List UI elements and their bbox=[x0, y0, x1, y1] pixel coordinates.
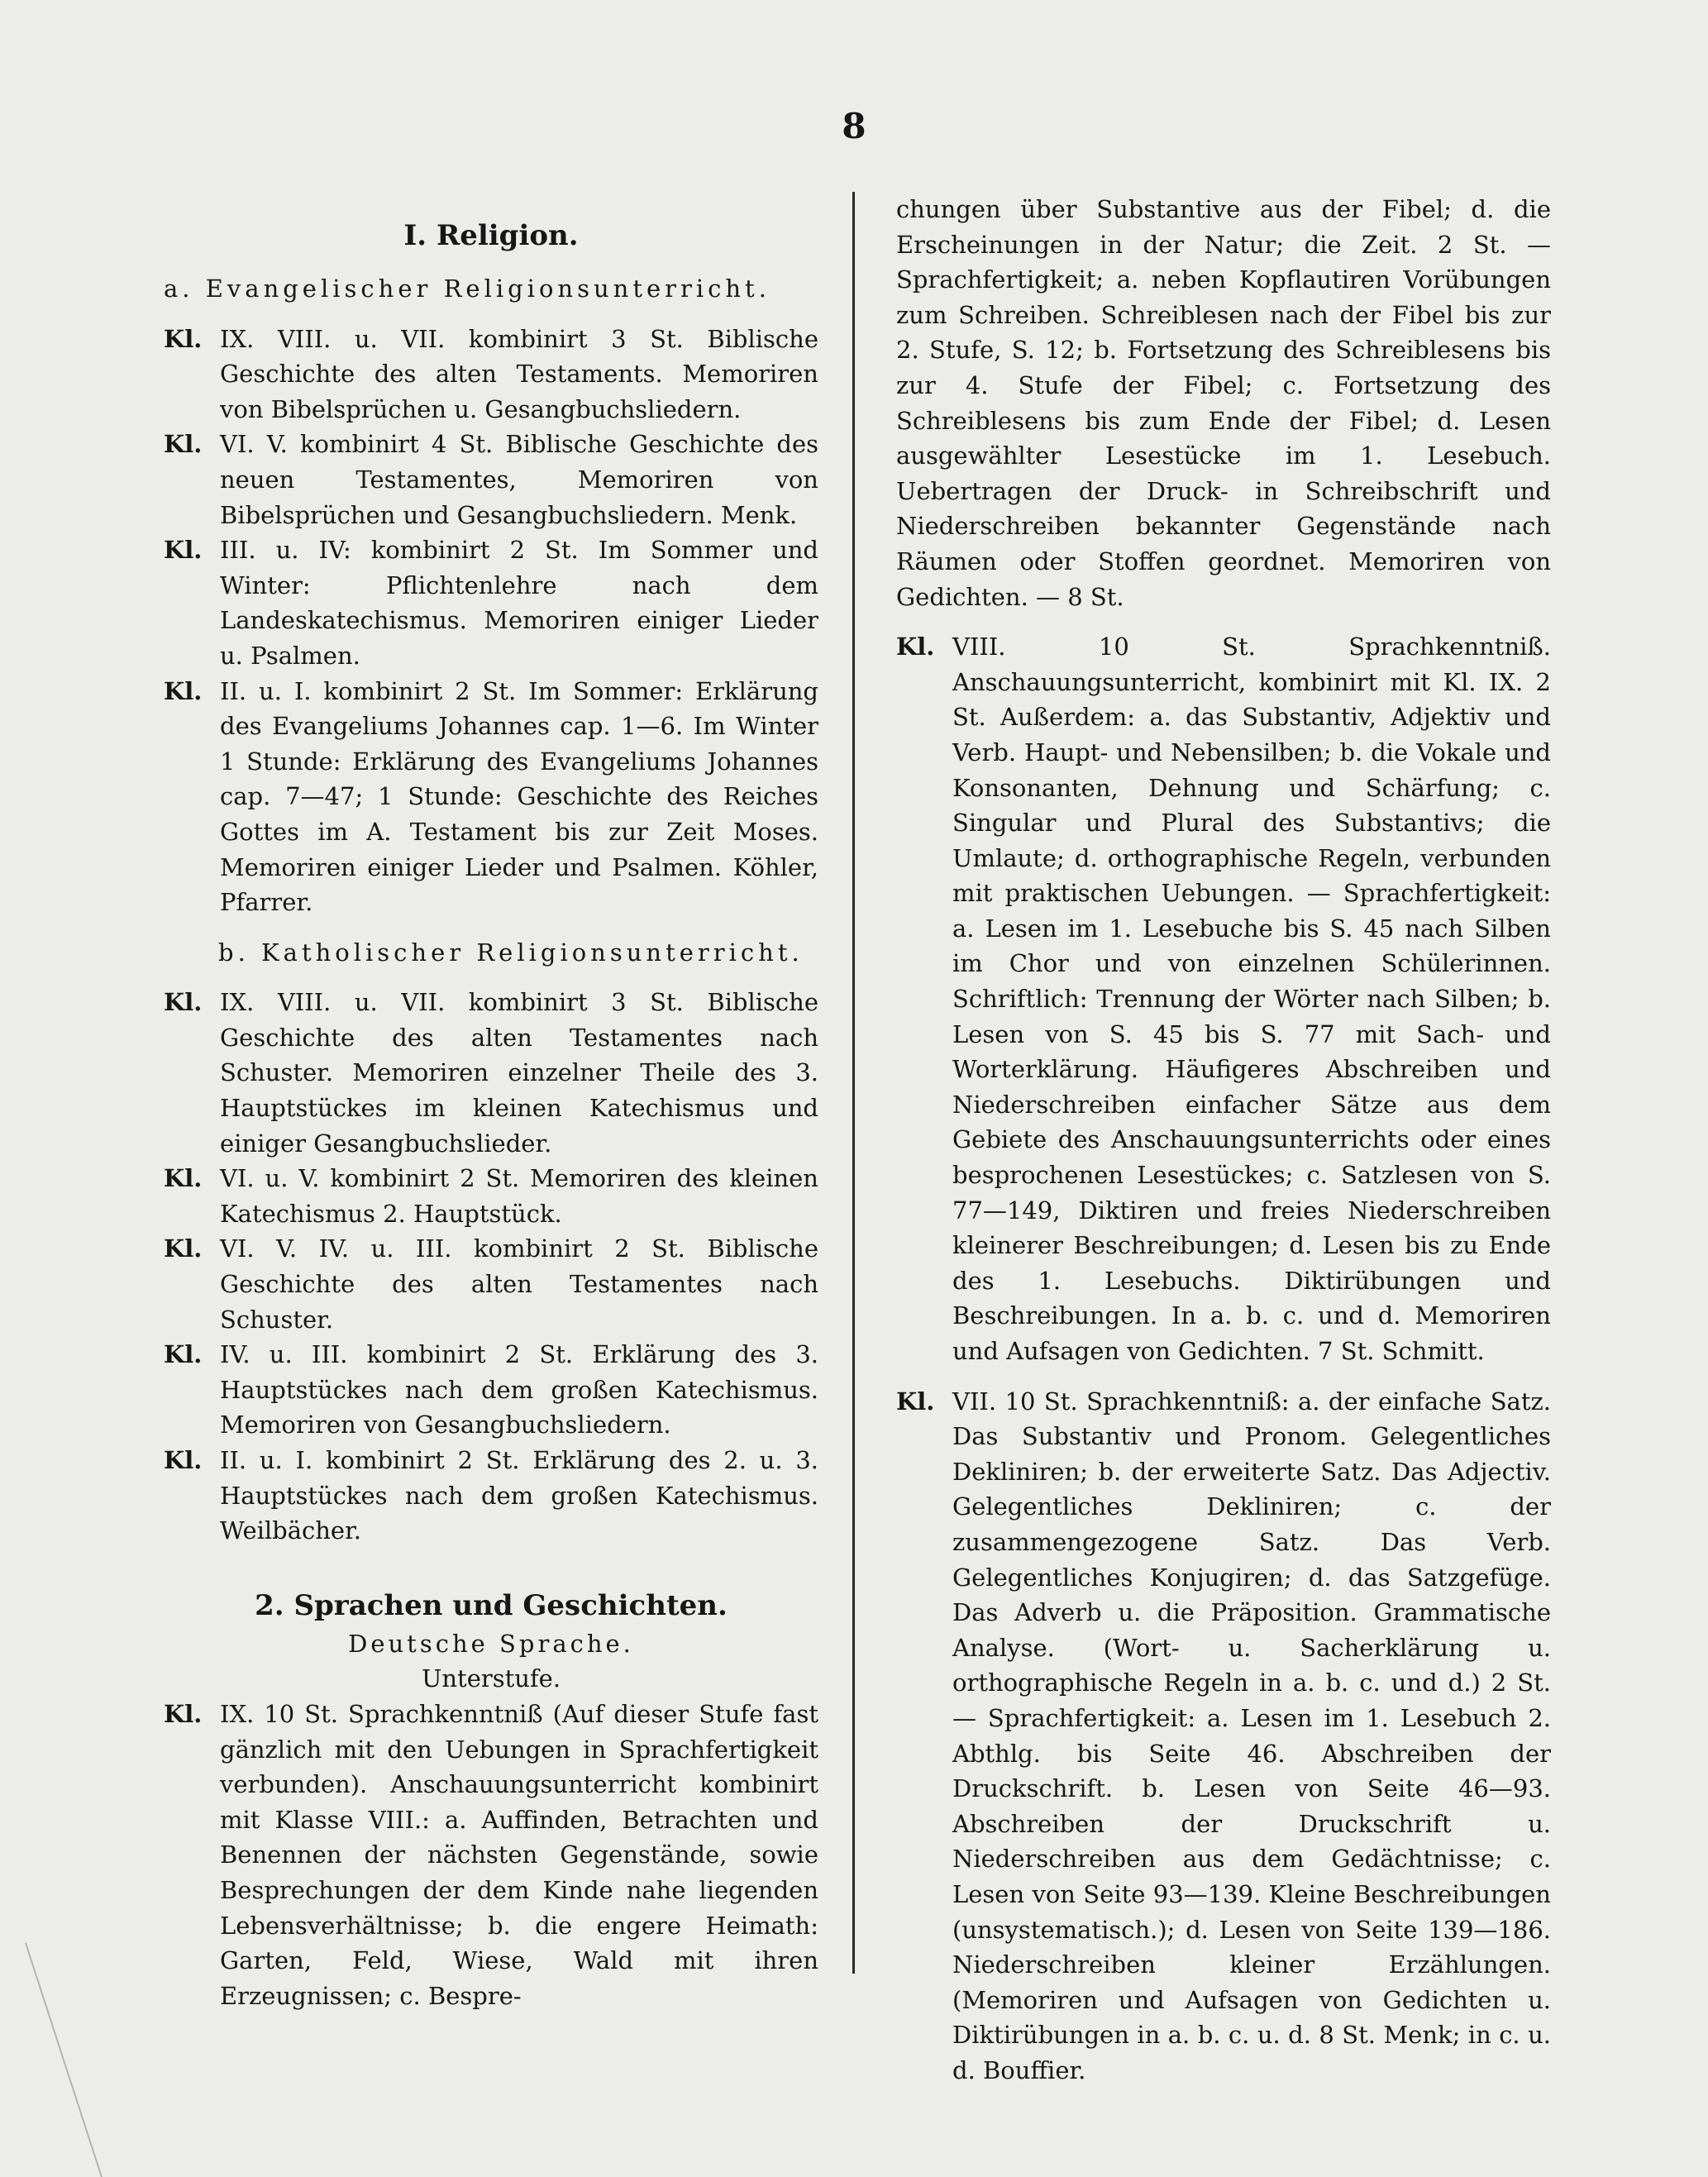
entry-cath-2 bbox=[164, 1161, 818, 1231]
entry-cath-4 bbox=[164, 1337, 818, 1443]
entry-text: III. u. IV: kombinirt 2 St. Im Sommer und Winter: Pflichtenlehre nach dem Landeskatechismus. Memoriren einiger Lieder u. Psalmen. bbox=[220, 536, 818, 670]
entry-text: IV. u. III. kombinirt 2 St. Erklärung des 3. Hauptstückes nach dem großen Katechismus. Memoriren von Gesangbuchsliedern. bbox=[220, 1340, 818, 1439]
klasse-label: Kl. bbox=[164, 676, 203, 705]
continuation-paragraph: chungen über Substantive aus der Fibel; d. die Erscheinungen in der Natur; die Zeit. 2 St. — Sprachfertigkeit; a. neben Kopflautiren Vorübungen zum Schreiben. Schreiblesen nach der Fibel bis zur 2. Stufe, S. 12; b. Fortsetzung des Schreiblesens bis zur 4. Stufe der Fibel; c. Fortsetzung des Schreiblesens bis zum Ende der Fibel; d. Lesen ausgewählter Lesestücke im 1. Lesebuch. Uebertragen der Druck- in Schreibschrift und Niederschreiben bekannter Gegenstände nach Räumen oder Stoffen geordnet. Memoriren von Gedichten. — 8 St. bbox=[896, 195, 1551, 611]
klasse-label: Kl. bbox=[164, 1340, 203, 1369]
entry-text: VI. u. V. kombinirt 2 St. Memoriren des kleinen Katechismus 2. Hauptstück. bbox=[220, 1164, 818, 1228]
section-languages-title: 2. Sprachen und Geschichten. bbox=[255, 1588, 728, 1622]
entry-klasse-ix bbox=[164, 1697, 818, 2013]
evangelical-subtitle: a. Evangelischer Religionsunterricht. bbox=[164, 275, 771, 303]
page-number: 8 bbox=[842, 106, 866, 146]
entry-cath-3 bbox=[164, 1231, 818, 1337]
catholic-subtitle: b. Katholischer Religionsunterricht. bbox=[218, 938, 804, 967]
klasse-label: Kl. bbox=[164, 1234, 203, 1263]
klasse-label: Kl. bbox=[164, 988, 203, 1017]
left-column bbox=[164, 192, 818, 2013]
klasse-label: Kl. bbox=[164, 1164, 203, 1193]
entry-text: VI. V. IV. u. III. kombinirt 2 St. Biblische Geschichte des alten Testamentes nach Schuster. bbox=[220, 1234, 818, 1334]
entry-klasse-viii bbox=[896, 629, 1551, 1368]
lower-level-heading: Unterstufe. bbox=[421, 1664, 561, 1693]
german-language-heading: Deutsche Sprache. bbox=[348, 1629, 634, 1658]
entry-text: IX. VIII. u. VII. kombinirt 3 St. Biblische Geschichte des alten Testaments. Memoriren von Bibelsprüchen u. Gesangbuchsliedern. bbox=[220, 324, 818, 423]
klasse-label: Kl. bbox=[164, 430, 203, 459]
entry-evang-4 bbox=[164, 674, 818, 920]
entry-text: VI. V. kombinirt 4 St. Biblische Geschichte des neuen Testamentes, Memoriren von Bibelsprüchen und Gesangbuchsliedern. Menk. bbox=[220, 430, 818, 529]
entry-text: VIII. 10 St. Sprachkenntniß. Anschauungsunterricht, kombinirt mit Kl. IX. 2 St. Außerdem: a. das Substantiv, Adjektiv und Verb. Haupt- und Nebensilben; b. die Vokale und Konsonanten, Dehnung und Schärfung; c. Singular und Plural des Substantivs; die Umlaute; d. orthographische Regeln, verbunden mit praktischen Uebungen. — Sprachfertigkeit: a. Lesen im 1. Lesebuche bis S. 45 nach Silben im Chor und von einzelnen Schülerinnen. Schriftlich: Trennung der Wörter nach Silben; b. Lesen von S. 45 bis S. 77 mit Sach- und Worterklärung. Häufigeres Abschreiben und Niederschreiben einfacher Sätze aus dem Gebiete des Anschauungsunterrichts oder eines besprochenen Lesestückes; c. Satzlesen von S. 77—149, Diktiren und freies Niederschreiben kleinerer Beschreibungen; d. Lesen bis zu Ende des 1. Lesebuchs. Diktirübungen und Beschreibungen. In a. b. c. und d. Memoriren und Aufsagen von Gedichten. 7 St. Schmitt. bbox=[952, 633, 1551, 1365]
entry-text: II. u. I. kombinirt 2 St. Im Sommer: Erklärung des Evangeliums Johannes cap. 1—6. Im Winter 1 Stunde: Erklärung des Evangeliums Johannes cap. 7—47; 1 Stunde: Geschichte des Reiches Gottes im A. Testament bis zur Zeit Moses. Memoriren einiger Lieder und Psalmen. Köhler, Pfarrer. bbox=[220, 676, 818, 917]
section-religion-title: I. Religion. bbox=[403, 219, 579, 252]
klasse-label: Kl. bbox=[164, 324, 203, 353]
klasse-label: Kl. bbox=[896, 1387, 935, 1416]
right-column bbox=[896, 192, 1551, 2088]
entry-evang-3 bbox=[164, 532, 818, 673]
entry-text: IX. 10 St. Sprachkenntniß (Auf dieser Stufe fast gänzlich mit den Uebungen in Sprachfertigkeit verbunden). Anschauungsunterricht kombinirt mit Klasse VIII.: a. Auffinden, Betrachten und Benennen der nächsten Gegenstände, sowie Besprechungen der dem Kinde nahe liegenden Lebensverhältnisse; b. die engere Heimath: Garten, Feld, Wiese, Wald mit ihren Erzeugnissen; c. Bespre- bbox=[220, 1699, 818, 2010]
klasse-label: Kl. bbox=[164, 536, 203, 565]
page-edge-shadow bbox=[0, 1943, 103, 2177]
entry-text: IX. VIII. u. VII. kombinirt 3 St. Biblische Geschichte des alten Testamentes nach Schuster. Memoriren einzelner Theile des 3. Hauptstückes im kleinen Katechismus und einiger Gesangbuchslieder. bbox=[220, 988, 818, 1158]
entry-text: VII. 10 St. Sprachkenntniß: a. der einfache Satz. Das Substantiv und Pronom. Gelegentliches Dekliniren; b. der erweiterte Satz. Das Adjectiv. Gelegentliches Dekliniren; c. der zusammengezogene Satz. Das Verb. Gelegentliches Konjugiren; d. das Satzgefüge. Das Adverb u. die Präposition. Grammatische Analyse. (Wort- u. Sacherklärung u. orthographische Regeln in a. b. c. und d.) 2 St. — Sprachfertigkeit: a. Lesen im 1. Lesebuch 2. Abthlg. bis Seite 46. Abschreiben der Druckschrift. b. Lesen von Seite 46—93. Abschreiben der Druckschrift u. Niederschreiben aus dem Gedächtnisse; c. Lesen von Seite 93—139. Kleine Beschreibungen (unsystematisch.); d. Lesen von Seite 139—186. Niederschreiben kleiner Erzählungen. (Memoriren und Aufsagen von Gedichten u. Diktirübungen in a. b. c. u. d. 8 St. Menk; in c. u. d. Bouffier. bbox=[952, 1387, 1551, 2084]
entry-cath-1 bbox=[164, 985, 818, 1161]
klasse-label: Kl. bbox=[896, 633, 935, 661]
entry-cath-5 bbox=[164, 1443, 818, 1549]
column-divider bbox=[852, 192, 855, 1974]
klasse-label: Kl. bbox=[164, 1699, 203, 1728]
entry-text: II. u. I. kombinirt 2 St. Erklärung des 2. u. 3. Hauptstückes nach dem großen Katechismus. Weilbächer. bbox=[220, 1446, 818, 1545]
entry-evang-2 bbox=[164, 427, 818, 532]
entry-klasse-vii bbox=[896, 1384, 1551, 2089]
klasse-label: Kl. bbox=[164, 1446, 203, 1474]
entry-evang-1 bbox=[164, 322, 818, 427]
